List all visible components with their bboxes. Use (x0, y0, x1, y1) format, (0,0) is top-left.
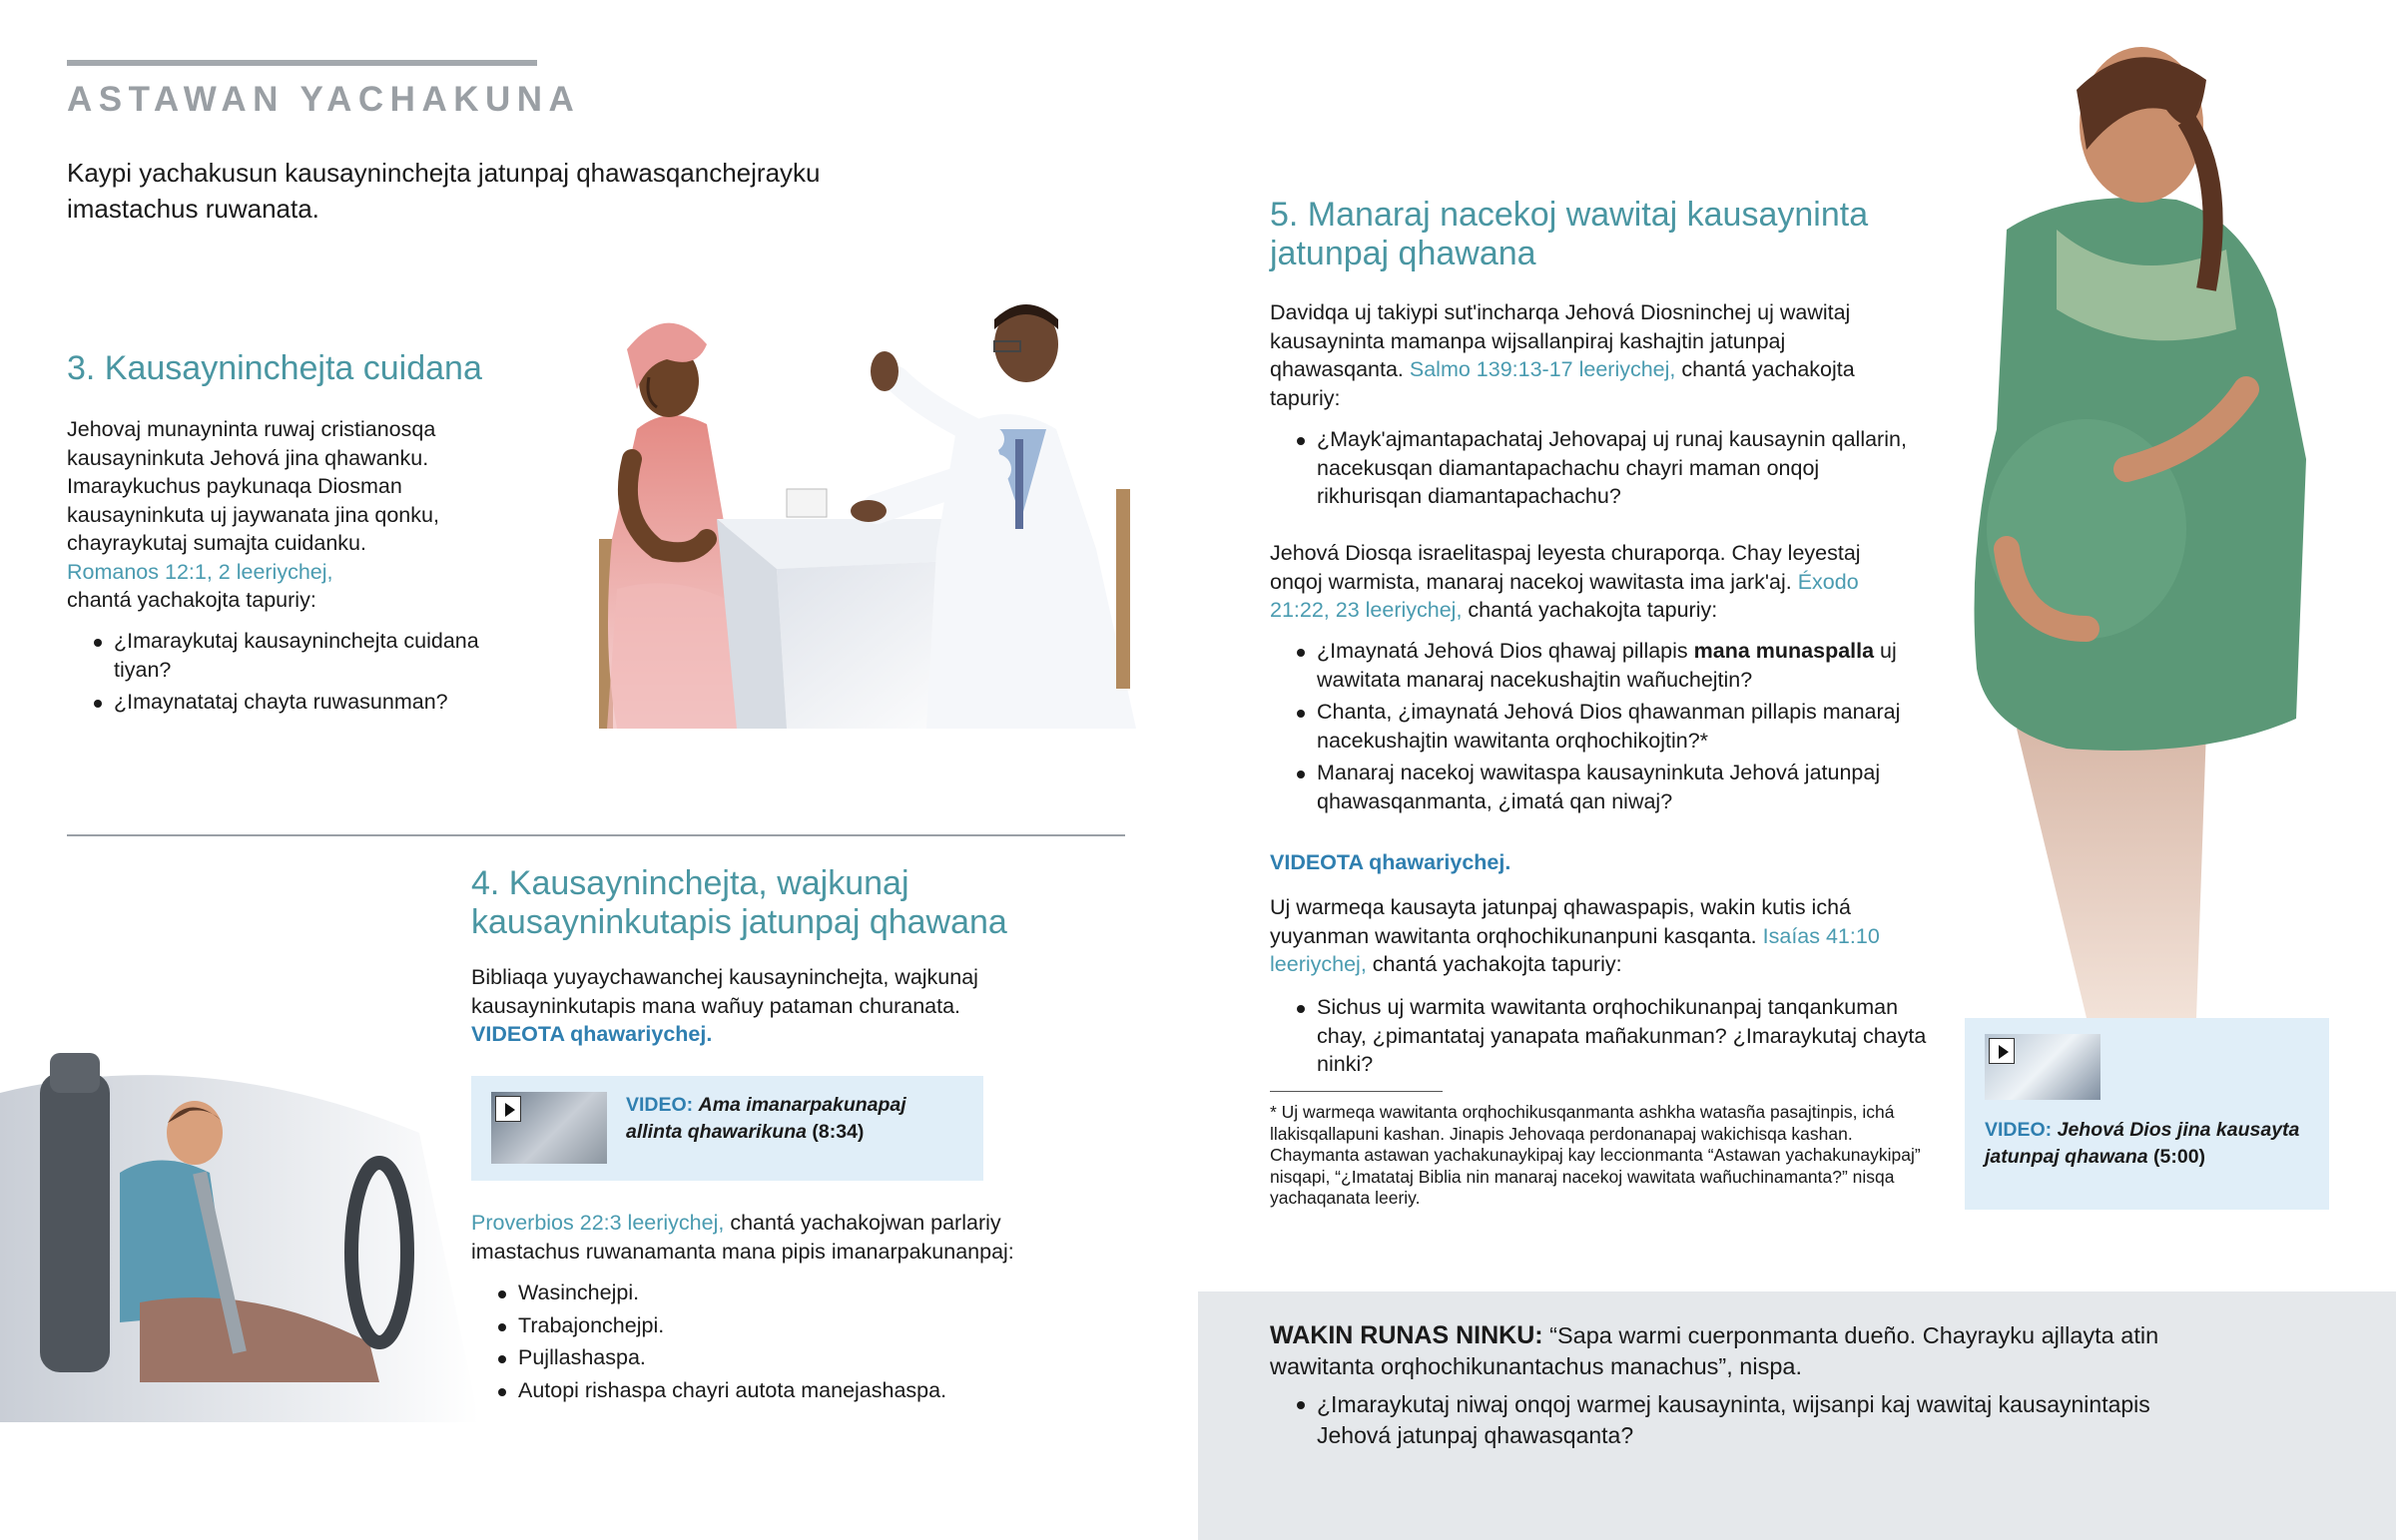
intro-text: Kaypi yachakusun kausayninchejta jatunpaj qhawasqanchejrayku imastachus ruwanata. (67, 158, 821, 224)
page-heading: ASTAWAN YACHAKUNA (67, 80, 581, 119)
video-label: VIDEO: (626, 1094, 694, 1116)
section-divider (67, 834, 1125, 836)
driver-seatbelt-illustration (0, 1053, 479, 1422)
scripture-link-proverbs[interactable]: Proverbios 22:3 leeriychej, (471, 1211, 725, 1235)
intro-rule (67, 60, 537, 66)
section-5-prompt-3: chantá yachakojta tapuriy: (1372, 952, 1622, 976)
list-item: ¿Imaraykutaj kausayninchejta cuidana tiyan? (67, 627, 536, 684)
video-card[interactable] (471, 1076, 983, 1181)
section-5-prompt-2: chantá yachakojta tapuriy: (1468, 598, 1718, 622)
list-item: Pujllashaspa. (471, 1343, 1090, 1372)
list-item: Wasinchejpi. (471, 1279, 1090, 1307)
section-5-text-3: Uj warmeqa kausayta jatunpaj qhawaspapis, wakin kutis ichá yuyanman wawitanta orqhochikunanpuni kasqanta. (1270, 895, 1852, 948)
section-3-title: 3. Kausayninchejta cuidana (67, 349, 482, 387)
section-5-paragraph-3 (1270, 893, 1909, 979)
list-item: Sichus uj warmita wawitanta orqhochikunanpaj tanqankuman chay, ¿pimantataj yanapata mañakunman? ¿Imaraykutaj chayta ninki? (1270, 993, 1929, 1079)
objection-lead: WAKIN RUNAS NINKU: (1270, 1321, 1543, 1349)
list-item: ¿Imaynatá Jehová Dios qhawaj pillapis mana munaspalla uj wawitata manaraj nacekushajtin wañuchejtin? (1270, 637, 1929, 694)
section-4-text: Bibliaqa yuyaychawanchej kausayninchejta, wajkunaj kausayninkutapis mana wañuy pataman churanata. (471, 965, 978, 1018)
scripture-link-isaiah[interactable]: Isaías 41:10 leeriychej, (1270, 923, 1880, 976)
list-item: ¿Mayk'ajmantapachataj Jehovapaj uj runaj kausaynin qallarin, nacekusqan diamantapachachu chayri maman onqoj rikhurisqan diamantapachachu? (1270, 425, 1929, 511)
section-5-prompt-1: chantá yachakojta tapuriy: (1270, 357, 1855, 410)
section-5-paragraph-1 (1270, 298, 1909, 412)
scripture-link-psalm[interactable]: Salmo 139:13-17 leeriychej, (1409, 357, 1676, 381)
section-3-questions (67, 627, 536, 721)
video-duration: (5:00) (2153, 1146, 2206, 1168)
list-item: Manaraj nacekoj wawitaspa kausayninkuta Jehová jatunpaj qhawasqanmanta, ¿imatá qan niwaj? (1270, 759, 1929, 815)
footnote-rule (1270, 1091, 1443, 1092)
objection-questions (1270, 1389, 2228, 1455)
video-title[interactable]: Ama imanarpakunapaj allinta qhawarikuna (626, 1094, 906, 1143)
video-duration: (8:34) (812, 1121, 865, 1143)
play-icon[interactable] (1989, 1038, 2015, 1064)
video-caption (626, 1092, 965, 1146)
section-3-prompt: chantá yachakojta tapuriy: (67, 588, 316, 612)
list-item: ¿Imaynatataj chayta ruwasunman? (67, 688, 536, 717)
section-3-body (67, 415, 536, 615)
footnote: * Uj warmeqa wawitanta orqhochikusqanmanta ashkha watasña pasajtinpis, ichá llakisqallapuni kashan. Jinapis Jehovaqa perdonanapaj wakichisqa kashan. Chaymanta astawan yachakunaykipaj kay leccionmanta “Astawan yachakunaykipaj” nisqapi, “¿Imatataj Biblia nin manaraj nacekoj wawitata wañuchinamanta?” nisqa yachaqanata leeriy. (1270, 1102, 1921, 1208)
objection-text (1270, 1320, 2228, 1382)
section-5-title: 5. Manaraj nacekoj wawitaj kausayninta jatunpaj qhawana (1270, 196, 1869, 272)
play-icon[interactable] (495, 1096, 521, 1122)
video-label: VIDEO: (1985, 1119, 2053, 1141)
video-thumbnail[interactable] (491, 1092, 607, 1164)
doctor-consultation-illustration (597, 289, 1148, 729)
video-caption (1985, 1117, 2314, 1171)
section-5-paragraph-2 (1270, 539, 1909, 625)
video-link[interactable]: VIDEOTA qhawariychej. (471, 1022, 713, 1046)
section-5-text-1: Davidqa uj takiypi sut'incharqa Jehová Diosninchej uj wawitaj kausayninta mamanpa wijsallanpiraj kashajtin jatunpaj qhawasqanta. (1270, 300, 1851, 381)
pregnant-woman-illustration (1947, 30, 2366, 1018)
section-4-proverbs (471, 1209, 1090, 1266)
video-title[interactable]: Jehová Dios jina kausayta jatunpaj qhawana (1985, 1119, 2300, 1168)
section-5-questions-2 (1270, 637, 1929, 819)
section-5-text-2: Jehová Diosqa israelitaspaj leyesta churaporqa. Chay leyestaj onqoj warmista, manaraj nacekoj wawitasta ima jark'aj. (1270, 541, 1861, 594)
video-card[interactable] (1965, 1018, 2329, 1210)
list-item: Autopi rishaspa chayri autota manejashaspa. (471, 1376, 1090, 1405)
video-thumbnail[interactable] (1985, 1034, 2100, 1100)
objection-box (1198, 1291, 2396, 1540)
section-4-title: 4. Kausayninchejta, wajkunaj kausayninkutapis jatunpaj qhawana (471, 864, 1007, 941)
list-item: Trabajonchejpi. (471, 1311, 1090, 1340)
scripture-link-romans[interactable]: Romanos 12:1, 2 leeriychej, (67, 559, 333, 584)
section-3-text: Jehovaj munayninta ruwaj cristianosqa kausayninkuta Jehová jina qhawanku. Imaraykuchus paykunaqa Diosman kausayninkuta uj jaywanata jina qonku, chayraykutaj sumajta cuidanku. (67, 417, 439, 555)
video-link[interactable]: VIDEOTA qhawariychej. (1270, 850, 1511, 874)
scripture-link-exodus[interactable]: Éxodo 21:22, 23 leeriychej, (1270, 569, 1859, 622)
section-4-list (471, 1279, 1090, 1408)
section-5-questions-1 (1270, 425, 1929, 515)
list-item: ¿Imaraykutaj niwaj onqoj warmej kausayninta, wijsanpi kaj wawitaj kausaynintapis Jehová jatunpaj qhawasqanta? (1270, 1389, 2228, 1451)
section-4-prompt: chantá yachakojwan parlariy imastachus ruwanamanta mana pipis imanarpakunanpaj: (471, 1211, 1014, 1264)
section-4-body (471, 963, 1090, 1049)
list-item: Chanta, ¿imaynatá Jehová Dios qhawanman pillapis manaraj nacekushajtin wawitanta orqhochikojtin?* (1270, 698, 1929, 755)
objection-quote: “Sapa warmi cuerponmanta dueño. Chayrayku ajllayta atin wawitanta orqhochikunantachus manachus”, nispa. (1270, 1322, 2159, 1379)
section-5-questions-3 (1270, 993, 1929, 1083)
